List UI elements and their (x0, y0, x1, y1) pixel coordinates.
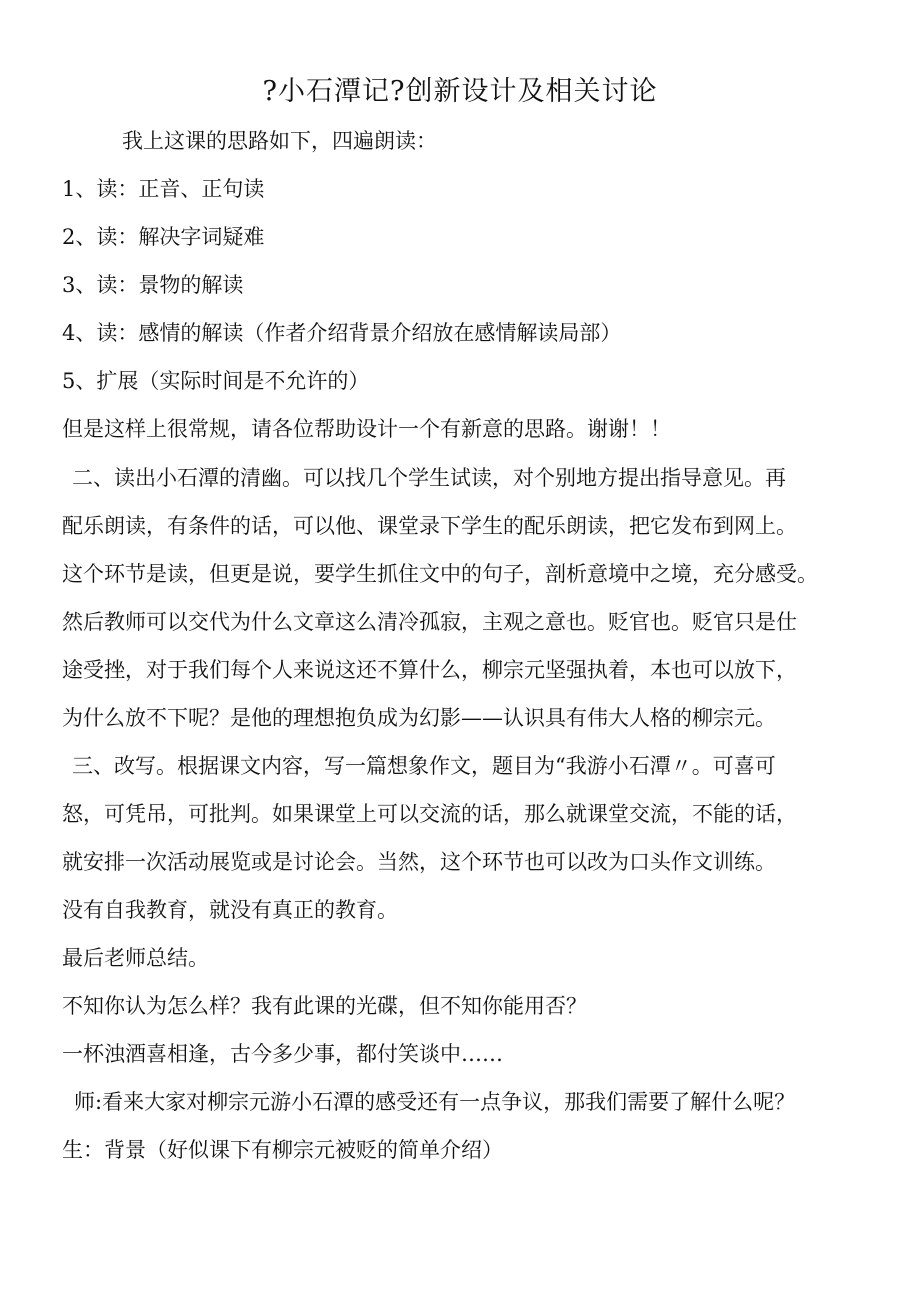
section-2-line-2: 配乐朗读，有条件的话，可以他、课堂录下学生的配乐朗读，把它发布到网上。 (62, 514, 797, 538)
section-2-line-1: 二、读出小石潭的清幽。可以找几个学生试读，对个别地方提出指导意见。再 (72, 466, 786, 490)
section-2-line-5: 途受挫，对于我们每个人来说这还不算什么，柳宗元坚强执着，本也可以放下， (62, 658, 797, 682)
education-line: 没有自我教育，就没有真正的教育。 (62, 898, 398, 922)
intro-line: 我上这课的思路如下，四遍朗读： (122, 129, 437, 153)
section-2-line-6: 为什么放不下呢？是他的理想抱负成为幻影——认识具有伟大人格的柳宗元。 (62, 706, 776, 730)
section-3-line-1: 三、改写。根据课文内容，写一篇想象作文，题目为“我游小石潭〃。可喜可 (72, 754, 776, 778)
section-2-line-4: 然后教师可以交代为什么文章这么清冷孤寂，主观之意也。贬官也。贬官只是仕 (62, 610, 797, 634)
section-2-line-3: 这个环节是读，但更是说，要学生抓住文中的句子，剖析意境中之境，充分感受。 (62, 562, 818, 586)
step-1-line: 1、读：正音、正句读 (62, 177, 265, 201)
teacher-line: 师:看来大家对柳宗元游小石潭的感受还有一点争议，那我们需要了解什么呢？ (74, 1090, 796, 1114)
section-3-line-3: 就安排一次活动展览或是讨论会。当然，这个环节也可以改为口头作文训练。 (62, 850, 776, 874)
step-3-line: 3、读：景物的解读 (62, 273, 244, 297)
document-title: ?小石潭记?创新设计及相关讨论 (262, 76, 658, 107)
summary-line: 最后老师总结。 (62, 946, 209, 970)
step-2-line: 2、读：解决字词疑难 (62, 225, 265, 249)
step-4-line: 4、读：感情的解读（作者介绍背景介绍放在感情解读局部） (62, 321, 622, 345)
question-line: 不知你认为怎么样？我有此课的光碟，但不知你能用否？ (62, 994, 587, 1018)
student-line: 生：背景（好似课下有柳宗元被贬的简单介绍） (62, 1138, 503, 1162)
step-5-line: 5、扩展（实际时间是不允许的） (62, 369, 370, 393)
poem-line: 一杯浊酒喜相逢，古今多少事，都付笑谈中…… (62, 1042, 503, 1066)
section-3-line-2: 怒，可凭吊，可批判。如果课堂上可以交流的话，那么就课堂交流，不能的话， (62, 802, 797, 826)
request-line: 但是这样上很常规，请各位帮助设计一个有新意的思路。谢谢！！ (62, 417, 671, 441)
